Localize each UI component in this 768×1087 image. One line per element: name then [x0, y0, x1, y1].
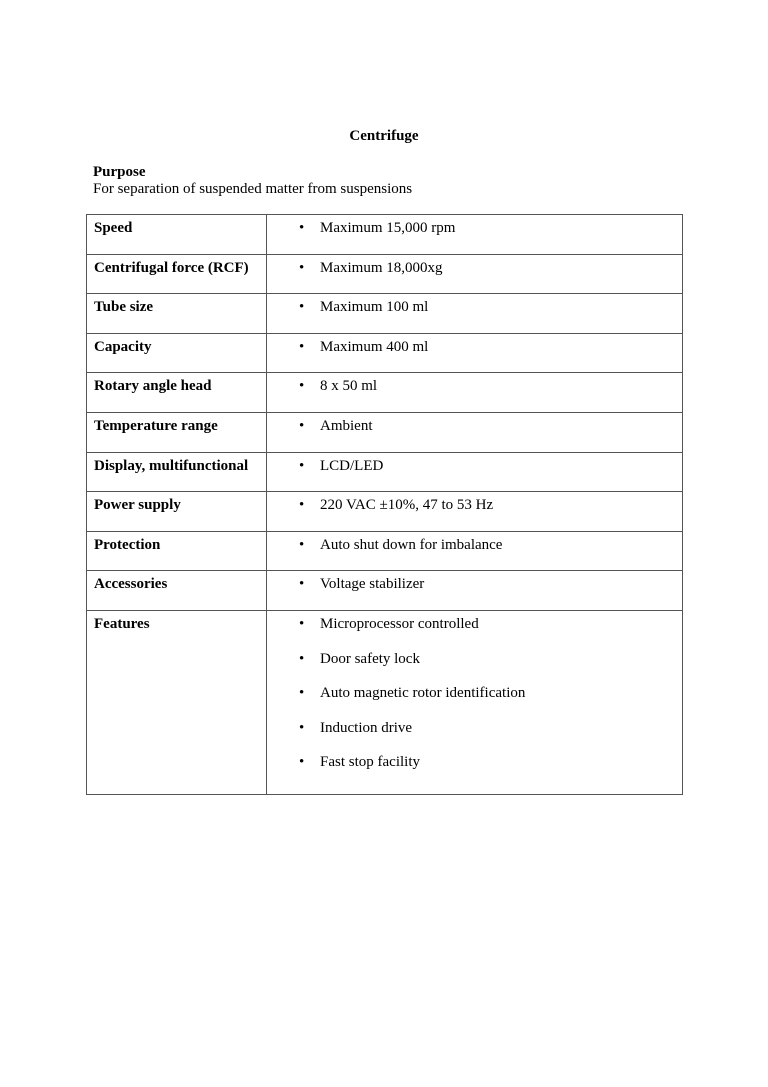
spec-value-cell	[267, 215, 683, 255]
bullet-icon: •	[299, 719, 305, 736]
spec-label: Capacity	[87, 333, 267, 373]
spec-value: 8 x 50 ml	[320, 378, 378, 395]
spec-label: Tube size	[87, 294, 267, 334]
bullet-icon: •	[299, 457, 305, 474]
table-row	[87, 373, 683, 413]
list-item	[267, 684, 682, 719]
bullet-icon: •	[299, 685, 305, 702]
bullet-icon: •	[299, 576, 305, 593]
list-item	[267, 298, 682, 333]
spec-value: Maximum 400 ml	[320, 338, 429, 355]
list-item	[267, 615, 682, 650]
bullet-icon: •	[299, 378, 305, 395]
list-item	[267, 377, 682, 412]
spec-value-cell	[267, 610, 683, 794]
spec-value-list	[267, 377, 682, 412]
spec-value-cell	[267, 254, 683, 294]
spec-value-cell	[267, 452, 683, 492]
purpose-text: For separation of suspended matter from suspensions	[93, 181, 413, 197]
bullet-icon: •	[299, 417, 305, 434]
table-row	[87, 412, 683, 452]
table-row	[87, 215, 683, 255]
spec-label: Protection	[87, 531, 267, 571]
table-row	[87, 333, 683, 373]
page-title: Centrifuge	[349, 128, 419, 144]
table-row	[87, 294, 683, 334]
spec-value-list	[267, 338, 682, 373]
spec-value: Microprocessor controlled	[320, 615, 479, 632]
spec-label: Accessories	[87, 571, 267, 611]
bullet-icon: •	[299, 615, 305, 632]
table-row	[87, 452, 683, 492]
list-item	[267, 457, 682, 492]
table-row	[87, 610, 683, 794]
spec-label: Features	[87, 610, 267, 794]
spec-label: Power supply	[87, 492, 267, 532]
bullet-icon: •	[299, 220, 305, 236]
spec-value: Maximum 100 ml	[320, 299, 429, 316]
spec-value: Door safety lock	[320, 650, 420, 667]
spec-value-cell	[267, 412, 683, 452]
list-item	[267, 338, 682, 373]
spec-value: 220 VAC ±10%, 47 to 53 Hz	[320, 497, 494, 514]
spec-value-cell	[267, 492, 683, 532]
list-item	[267, 219, 682, 254]
table-row	[87, 531, 683, 571]
spec-value-list	[267, 536, 682, 571]
purpose-heading: Purpose	[93, 164, 146, 180]
bullet-icon: •	[299, 650, 305, 667]
spec-value: LCD/LED	[320, 457, 384, 474]
spec-value-list	[267, 259, 682, 294]
spec-value: Fast stop facility	[320, 754, 420, 771]
spec-value-cell	[267, 373, 683, 413]
spec-value: Voltage stabilizer	[320, 576, 425, 593]
spec-label: Speed	[87, 215, 267, 255]
spec-value-list	[267, 615, 682, 788]
spec-label: Rotary angle head	[87, 373, 267, 413]
table-row	[87, 571, 683, 611]
list-item	[267, 650, 682, 685]
spec-value-cell	[267, 294, 683, 334]
spec-value-list	[267, 457, 682, 492]
specifications-table	[86, 214, 683, 795]
list-item	[267, 536, 682, 571]
bullet-icon: •	[299, 338, 305, 355]
list-item	[267, 575, 682, 610]
bullet-icon: •	[299, 754, 305, 771]
bullet-icon: •	[299, 536, 305, 553]
spec-value: Ambient	[320, 417, 373, 434]
spec-value-cell	[267, 571, 683, 611]
spec-value: Maximum 18,000xg	[320, 259, 443, 276]
bullet-icon: •	[299, 497, 305, 514]
spec-label: Centrifugal force (RCF)	[87, 254, 267, 294]
spec-value-list	[267, 298, 682, 333]
spec-value-cell	[267, 333, 683, 373]
bullet-icon: •	[299, 259, 305, 276]
list-item	[267, 753, 682, 788]
bullet-icon: •	[299, 299, 305, 316]
spec-value: Auto shut down for imbalance	[320, 536, 503, 553]
table-row	[87, 254, 683, 294]
list-item	[267, 719, 682, 754]
list-item	[267, 259, 682, 294]
spec-value-cell	[267, 531, 683, 571]
spec-value: Maximum 15,000 rpm	[320, 220, 456, 236]
spec-value: Induction drive	[320, 719, 413, 736]
spec-label: Display, multifunctional	[87, 452, 267, 492]
list-item	[267, 496, 682, 531]
spec-value-list	[267, 575, 682, 610]
table-row	[87, 492, 683, 532]
spec-value-list	[267, 219, 682, 254]
spec-value-list	[267, 417, 682, 452]
spec-value-list	[267, 496, 682, 531]
spec-value: Auto magnetic rotor identification	[320, 685, 526, 702]
spec-label: Temperature range	[87, 412, 267, 452]
list-item	[267, 417, 682, 452]
